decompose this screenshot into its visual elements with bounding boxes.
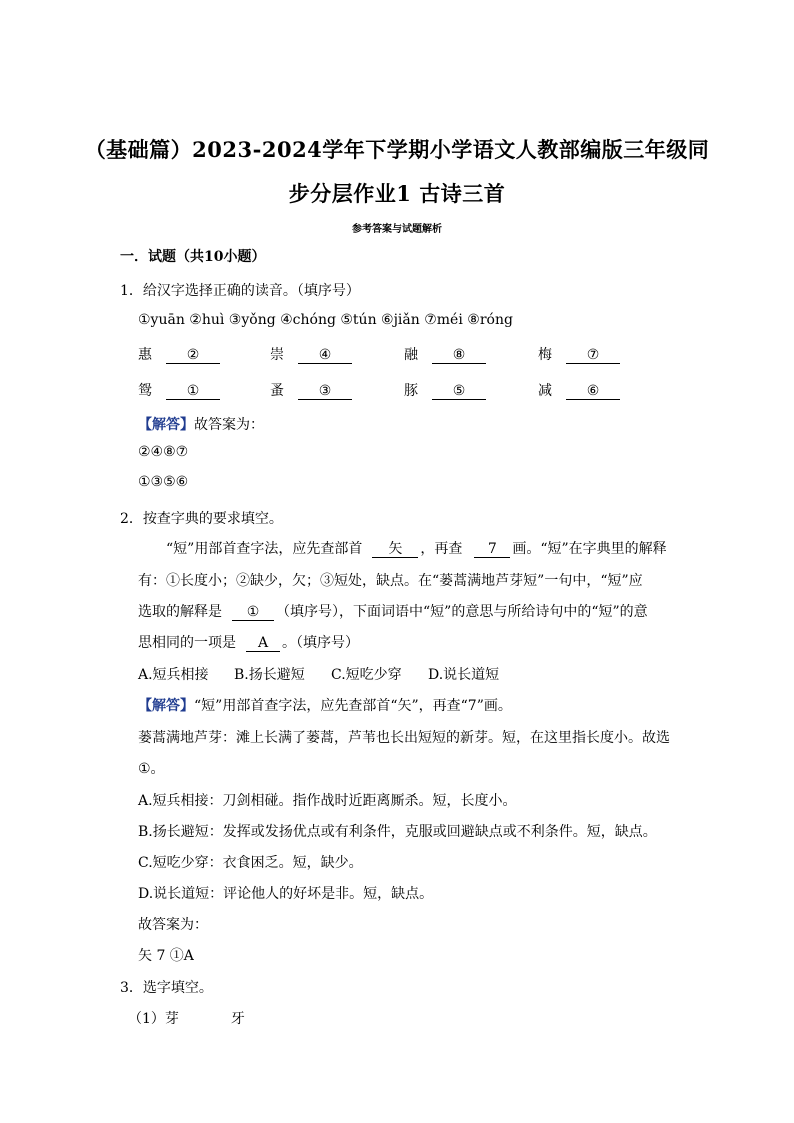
q2-paragraph-line4 [138,632,359,652]
q1-pair [538,380,620,400]
q1-char: 惠 [138,347,152,363]
q1-answer-blank: ⑥ [566,383,620,400]
q1-char: 蚤 [270,383,284,399]
q2-answer-final: 矢 7 ①A [138,948,194,964]
q3-sub1 [128,1008,245,1028]
q1-options: ①yuān ②huì ③yǒng ④chóng ⑤tún ⑥jiǎn ⑦méi ⑧róng [138,312,513,328]
text: 选取的解释是 [138,604,222,620]
q2-paragraph-line3 [138,601,648,621]
page-title-line2: 步分层作业1 古诗三首 [288,181,506,206]
q2-explanation-2: A.短兵相接：刀剑相碰。指作战时近距离厮杀。短，长度小。 [138,793,517,809]
choice-blank: A [246,635,280,652]
answer-tag: 【解答】 [138,417,194,433]
q1-answer-blank: ① [166,383,220,400]
q1-char: 融 [404,347,418,363]
q1-stem: 1．给汉字选择正确的读音。（填序号） [120,283,360,299]
answer-tag: 【解答】 [138,698,194,714]
q1-char: 崇 [270,347,284,363]
q1-answer-blank: ⑤ [432,383,486,400]
strokes-blank: 7 [474,541,510,558]
q2-explanation-3: B.扬长避短：发挥或发扬优点或有利条件，克服或回避缺点或不利条件。短，缺点。 [138,824,657,840]
text: “短”用部首查字法，应先查部首 [166,541,363,557]
text: ，再查 [420,541,463,557]
text: 思相同的一项是 [138,635,236,651]
q2-explanation-1b: ①。 [138,761,165,777]
q2-choice-a: A.短兵相接 [138,667,209,683]
q1-pair [538,344,620,364]
q1-char: 减 [538,383,552,399]
q1-answer-line1: ②④⑧⑦ [138,444,189,460]
q1-answer-blank: ③ [298,383,352,400]
meaning-blank: ① [232,604,274,621]
radical-blank: 矢 [372,541,418,558]
q2-choice-b: B.扬长避短 [234,667,305,683]
q2-answer-intro: 故答案为： [138,917,208,933]
q1-answer-blank: ④ [298,347,352,364]
answer-text: “短”用部首查字法，应先查部首“矢”，再查“7”画。 [194,698,512,714]
q2-explanation-4: C.短吃少穿：衣食困乏。短，缺少。 [138,855,363,871]
q1-char: 鸳 [138,383,152,399]
q1-pair [270,380,352,400]
q1-answer-line2: ①③⑤⑥ [138,474,189,490]
text: （填序号），下面词语中“短”的意思与所给诗句中的“短”的意 [276,604,648,620]
q2-choice-c: C.短吃少穿 [331,667,402,683]
q1-answer-blank: ⑦ [566,347,620,364]
text: （1）芽 [128,1011,179,1027]
q2-paragraph-line2: 有：①长度小；②缺少，欠；③短处，缺点。在“蒌蒿满地芦芽短”一句中，“短”应 [138,573,643,589]
answer-intro: 故答案为： [194,417,264,433]
q1-answer-blank: ② [166,347,220,364]
q2-paragraph-line1 [166,538,667,558]
text: 。（填序号） [282,635,359,651]
page-subtitle: 参考答案与试题解析 [352,224,442,235]
page-title-line1: （基础篇）2023-2024学年下学期小学语文人教部编版三年级同 [84,137,710,162]
q2-stem: 2．按查字典的要求填空。 [120,511,283,527]
q3-stem: 3．选字填空。 [120,980,213,996]
q1-char: 豚 [404,383,418,399]
text: 画。“短”在字典里的解释 [512,541,667,557]
q1-pair [404,380,486,400]
q1-pair [404,344,486,364]
section-heading: 一．试题（共10小题） [120,249,266,265]
q2-explanation-5: D.说长道短：评论他人的好坏是非。短，缺点。 [138,886,434,902]
q1-char: 梅 [538,347,552,363]
q2-choice-d: D.说长道短 [428,667,500,683]
q1-answer-label [138,414,264,434]
q1-pair [138,344,220,364]
q2-explanation-1: 蒌蒿满地芦芽：滩上长满了蒌蒿，芦苇也长出短短的新芽。短，在这里指长度小。故选 [138,730,670,746]
text: 牙 [230,1011,245,1027]
q1-answer-blank: ⑧ [432,347,486,364]
q2-answer-line [138,695,512,715]
q1-pair [138,380,220,400]
q1-pair [270,344,352,364]
